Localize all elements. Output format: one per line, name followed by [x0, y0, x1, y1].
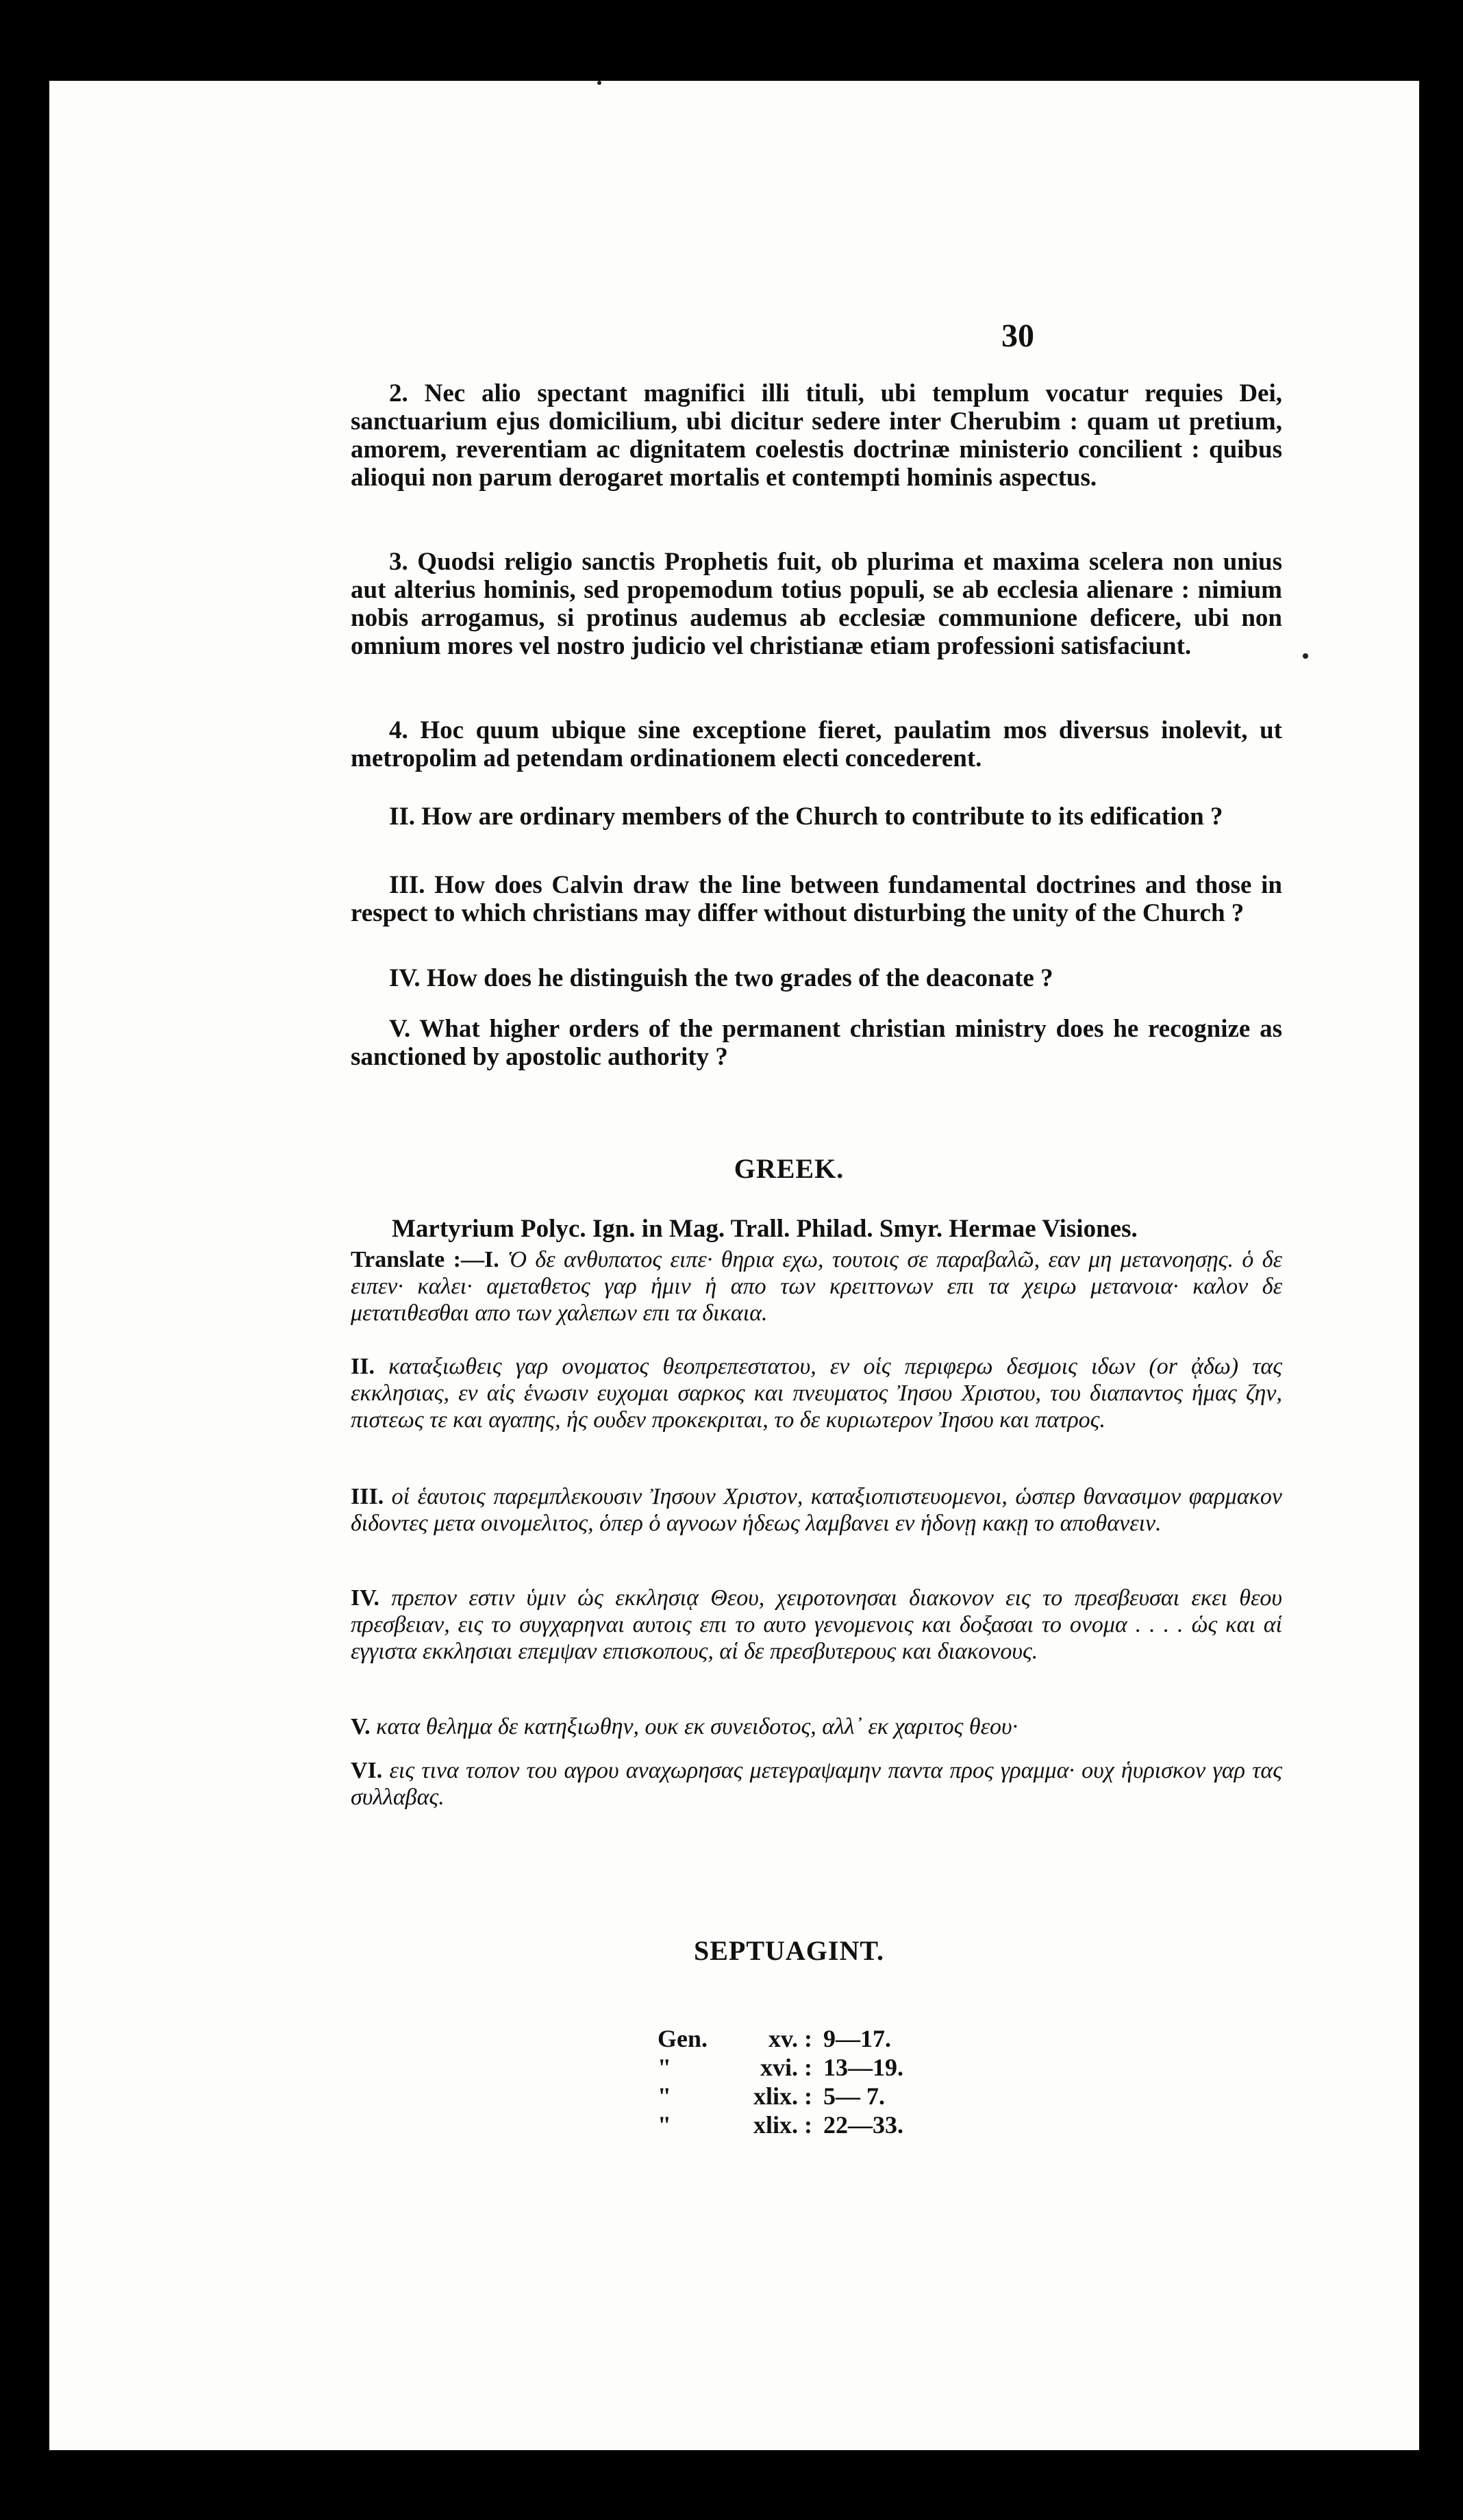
question-text: How does he distinguish the two grades of the deaconate ? [426, 964, 1053, 992]
chapter: xv. : [768, 2025, 812, 2052]
chapter: xvi. : [760, 2054, 812, 2081]
passage-text: εις τινα τοπον του αγρου αναχωρησας μετεγραψαμην παντα προς γραμμα· ουχ ἡυρισκον γαρ τας συλλαβας. [351, 1758, 1282, 1810]
greek-passage [351, 1757, 1282, 1811]
page [49, 81, 1419, 2450]
book: " [658, 2111, 671, 2139]
reference-row [652, 2110, 931, 2139]
passage-text: πρεπον εστιν ὑμιν ὡς εκκλησιᾳ Θεου, χειροτονησαι διακονον εις το πρεσβευσαι εκει θεου πρεσβειαν, εις το συγχαρηναι αυτοις επι το αυτο γενομενοις και δοξασαι το ονομα . . . . ὡς και αἱ εγγιστα εκκλησιαι επεμψαν επισκοπους, αἱ δε πρεσβυτερους και διακονους. [351, 1585, 1283, 1664]
book: " [658, 2054, 671, 2081]
greek-passage [351, 1483, 1282, 1537]
verses: 22—33. [823, 2111, 903, 2139]
reference-row [652, 2082, 931, 2110]
greek-works-list: Martyrium Polyc. Ign. in Mag. Trall. Philad. Smyr. Hermae Visiones. [392, 1215, 1138, 1243]
question-number: III. [389, 871, 425, 899]
paragraph-number: 2. [389, 379, 408, 407]
verses: 13—19. [823, 2054, 903, 2081]
passage-number: IV. [351, 1585, 379, 1611]
page-number: 30 [1001, 318, 1034, 354]
reference-row [652, 2024, 931, 2053]
passage-number: II. [351, 1354, 375, 1379]
question [351, 964, 1282, 992]
passage-number: III. [351, 1484, 384, 1509]
question-text: How are ordinary members of the Church to contribute to its edification ? [421, 803, 1223, 831]
latin-paragraph [351, 548, 1282, 660]
paragraph-text: Quodsi religio sanctis Prophetis fuit, ob plurima et maxima scelera non unius aut alterius hominis, sed propemodum totius populi, se ab ecclesia alienare : nimium nobis arrogamus, si protinus audemus ab ecclesiæ communione deficere, ubi non omnium mores vel nostro judicio vel christianæ etiam professioni satisfaciunt. [351, 548, 1283, 660]
greek-passage [351, 1353, 1282, 1433]
question [351, 871, 1282, 927]
paragraph-number: 4. [389, 716, 408, 744]
passage-number: VI. [351, 1758, 383, 1783]
passage-number: Translate :—I. [351, 1247, 499, 1272]
passage-number: V. [351, 1714, 371, 1739]
passage-text: κατα θελημα δε κατηξιωθην, ουκ εκ συνειδοτος, αλλ᾽ εκ χαριτος θεου· [376, 1714, 1018, 1739]
paragraph-text: Hoc quum ubique sine exceptione fieret, paulatim mos diversus inolevit, ut metropolim ad petendam ordinationem electi concederent. [351, 716, 1282, 772]
septuagint-heading: SEPTUAGINT. [693, 1935, 885, 1966]
verses: 9—17. [823, 2025, 891, 2052]
question [351, 1015, 1282, 1071]
latin-paragraph [351, 716, 1282, 772]
decorative-dot [597, 81, 601, 85]
passage-text: Ὁ δε ανθυπατος ειπε· θηρια εχω, τουτοις σε παραβαλῶ, εαν μη μετανοησῃς. ὁ δε ειπεν· καλει· αμεταθετος γαρ ἡμιν ἡ απο των κρειττονων επι τα χειρω μετανοια· καλον δε μετατιθεσθαι απο των χαλεπων επι τα δικαια. [351, 1247, 1283, 1326]
paragraph-number: 3. [389, 548, 408, 576]
chapter: xlix. : [753, 2111, 812, 2139]
question-number: IV. [389, 964, 421, 992]
passage-text: οἱ ἑαυτοις παρεμπλεκουσιν Ἰησουν Χριστον, καταξιοπιστευομενοι, ὡσπερ θανασιμον φαρμακον διδοντες μετα οινομελιτος, ὁπερ ὁ αγνοων ἡδεως λαμβανει εν ἡδονῃ κακῃ το αποθανειν. [351, 1484, 1282, 1536]
greek-passage [351, 1713, 1282, 1740]
paragraph-text: Nec alio spectant magnifici illi tituli, ubi templum vocatur requies Dei, sanctuarium ejus domicilium, ubi dicitur sedere inter Cherubim : quam ut pretium, amorem, reverentiam ac dignitatem coelestis doctrinæ ministerio concilient : quibus alioqui non parum derogaret mortalis et contempti hominis aspectus. [351, 379, 1283, 492]
question-text: What higher orders of the permanent christian ministry does he recognize as sanctioned by apostolic authority ? [351, 1015, 1282, 1071]
question [351, 803, 1282, 831]
book: " [658, 2082, 671, 2110]
reference-row [652, 2053, 931, 2082]
verses: 5— 7. [823, 2082, 885, 2110]
greek-passage [351, 1246, 1282, 1326]
question-number: II. [389, 803, 416, 831]
question-number: V. [389, 1015, 411, 1043]
latin-paragraph [351, 379, 1282, 492]
passage-text: καταξιωθεις γαρ ονοματος θεοπρεπεστατου, εν οἱς περιφερω δεσμοις ιδων (or ᾀδω) τας εκκλησιας, εν αἱς ἑνωσιν ευχομαι σαρκος και πνευματος Ἰησου Χριστου, του διαπαντος ἡμας ζην, πιστεως τε και αγαπης, ἡς ουδεν προκεκριται, το δε κυριωτερον Ἰησου και πατρος. [351, 1354, 1282, 1433]
chapter: xlix. : [753, 2082, 812, 2110]
book: Gen. [658, 2025, 708, 2052]
septuagint-references [652, 2024, 931, 2139]
decorative-dot [1303, 653, 1308, 659]
greek-heading: GREEK. [734, 1153, 845, 1184]
greek-passage [351, 1585, 1282, 1665]
question-text: How does Calvin draw the line between fundamental doctrines and those in respect to which christians may differ without disturbing the unity of the Church ? [351, 871, 1283, 927]
